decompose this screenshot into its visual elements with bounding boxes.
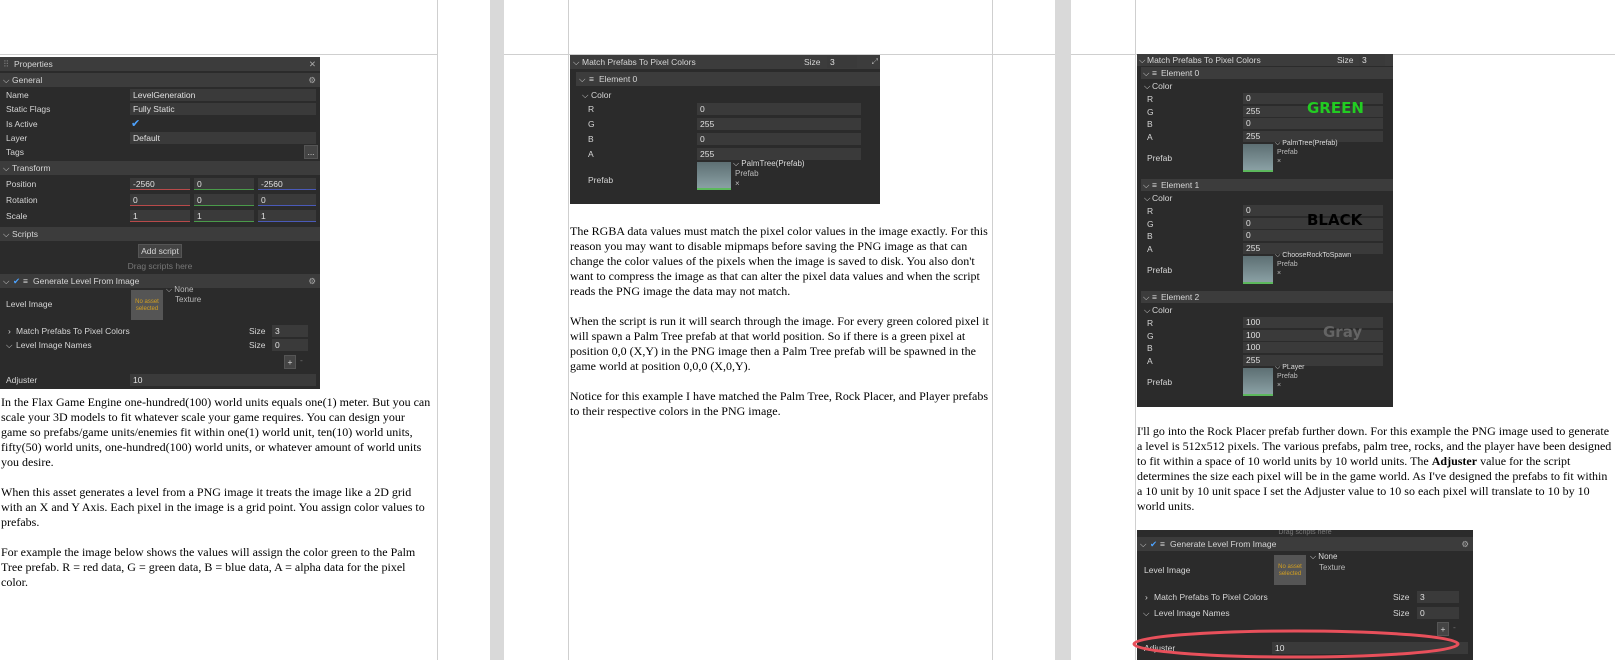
prefab-type: Prefab [1277,149,1298,156]
layer-row: Layer Default [0,131,320,145]
r-row: R 0 [1137,93,1393,105]
prefab-thumbnail [1243,144,1273,172]
match-prefabs-header: ⌵ Match Prefabs To Pixel Colors Size 3 ⤢ [570,55,880,69]
gear-icon: ⚙ [1461,539,1469,549]
menu-icon: ≡ [1152,292,1157,302]
margin-guide [568,0,569,660]
color-header: ⌵ Color [582,90,612,100]
no-asset-thumbnail: No asset selected [1274,555,1306,585]
asset-type-label: Texture [1319,563,1346,572]
prefab-type: Prefab [1277,261,1298,268]
menu-icon: ≡ [23,276,28,286]
b-row: B 0 [1137,230,1393,242]
panel-title: Properties [14,59,53,69]
paragraph: When this asset generates a level from a PNG image it treats the image like a 2D grid with an X and Y Axis. Each pixel in the image is a grid point. You assign color values to prefabs. [1,485,425,529]
chevron-down-icon: ⌵ [579,74,586,84]
expand-icon: ⤢ [871,57,878,66]
checkmark-icon: ✔ [13,276,21,286]
prefab-row: Prefab [1147,153,1173,163]
element-header: ⌵ ≡ Element 0 [576,72,880,86]
rotation-row: Rotation 0 0 0 [0,193,320,207]
r-row: R 0 [1137,205,1393,217]
page2-body [570,224,998,434]
asset-none-label: ⌵ None [166,285,194,294]
script-header: ⌵ ✔ ≡ Generate Level From Image ⚙ [0,274,320,288]
tags-button: ... [304,145,318,159]
clear-icon: × [735,179,740,188]
g-row: G 100 [1137,330,1393,342]
chevron-down-icon: ⌵ [1143,68,1150,78]
chevron-down-icon: ⌵ [1140,539,1147,549]
menu-icon: ≡ [1160,539,1165,549]
r-row: R 0 [570,102,880,116]
b-row: B 0 [570,132,880,146]
section-transform: ⌵ Transform [0,161,320,175]
scale-row: Scale 1 1 1 [0,209,320,223]
chevron-down-icon: ⌵ [3,276,10,286]
chevron-down-icon: ⌵ [1144,81,1151,91]
position-row: Position -2560 0 -2560 [0,177,320,191]
level-image-row: Level Image [6,299,53,309]
level-image-row: Level Image [1144,565,1191,575]
chevron-down-icon: ⌵ [573,57,580,67]
page3-body [1137,424,1613,529]
chevron-down-icon: ⌵ [3,163,10,173]
chevron-down-icon: ⌵ [1144,305,1151,315]
menu-icon: ≡ [1152,180,1157,190]
section-scripts: ⌵ Scripts [0,227,320,241]
margin-guide [437,0,438,660]
match-prefabs-row: › Match Prefabs To Pixel Colors Size 3 [0,324,320,338]
asset-none-label: ⌵ None [1310,552,1338,561]
static-flags-field: Fully Static [130,103,316,115]
prefab-name: ⌵ PLayer [1275,364,1305,371]
menu-icon: ≡ [589,74,594,84]
chevron-down-icon: ⌵ [3,229,10,239]
gear-icon: ⚙ [308,276,316,286]
panel-titlebar [0,57,320,71]
prefab-type: Prefab [735,169,759,178]
color-name-label: Gray [1323,323,1363,341]
chevron-down-icon: ⌵ [1143,180,1150,190]
match-prefabs-header: ⌵ Match Prefabs To Pixel Colors Size 3 [1137,54,1393,66]
document-page-3 [1071,0,1615,660]
prefab-thumbnail [1243,368,1273,396]
chevron-down-icon: ⌵ [3,75,10,85]
section-general: ⌵ General ⚙ [0,73,320,87]
prefab-row: Prefab [588,175,614,185]
properties-panel-screenshot [0,57,320,389]
add-element-button: + [1437,622,1449,636]
paragraph: For example the image below shows the values will assign the color green to the Palm Tree prefab. R = red data, G = green data, B = blue data, A = alpha data for the pixel color. [1,545,416,589]
match-prefabs-row: › Match Prefabs To Pixel Colors Size 3 [1137,590,1473,604]
prefab-name: ⌵ ChooseRockToSpawn [1275,252,1352,259]
remove-element-button: - [1453,622,1456,632]
is-active-row: Is Active ✔ [6,118,141,130]
tags-row: Tags ... [0,145,320,159]
name-field: LevelGeneration [130,89,316,101]
prefab-row: Prefab [1147,377,1173,387]
asset-type-label: Texture [175,295,202,304]
static-flags-row: Static Flags Fully Static [0,102,320,116]
checkmark-icon: ✔ [131,118,141,130]
b-row: B 100 [1137,342,1393,354]
page1-body [1,395,433,605]
prefab-thumbnail [1243,256,1273,284]
drag-scripts-hint: Drag scripts here [127,261,193,271]
drag-handle-icon: ⠿ [3,59,10,69]
r-row: R 100 [1137,317,1393,329]
g-row: G 0 [1137,218,1393,230]
paragraph: Notice for this example I have matched the Palm Tree, Rock Placer, and Player prefabs to their respective colors in the PNG image. [570,389,989,418]
color-header: ⌵ Color [1144,193,1173,203]
no-asset-thumbnail: No asset selected [131,290,163,320]
a-row: A 255 [570,147,880,161]
chevron-down-icon: ⌵ [1143,292,1150,302]
a-row: A 255 [1137,131,1393,143]
chevron-down-icon: ⌵ [1143,608,1150,618]
a-row: A 255 [1137,355,1393,367]
add-element-button: + [284,355,296,369]
element-header: ⌵ ≡ Element 2 [1141,291,1393,303]
match-prefabs-elements-screenshot [1137,54,1393,407]
chevron-right-icon: › [8,326,11,336]
color-header: ⌵ Color [1144,305,1173,315]
script-header: ⌵ ✔ ≡ Generate Level From Image ⚙ [1137,537,1473,551]
adjuster-row: Adjuster 10 [1137,641,1473,655]
level-image-names-row: ⌵ Level Image Names Size 0 [0,338,320,352]
a-row: A 255 [1137,243,1393,255]
element-header: ⌵ ≡ Element 1 [1141,179,1393,191]
clear-icon: × [1277,158,1282,165]
prefab-thumbnail [697,162,731,190]
color-header: ⌵ Color [1144,81,1173,91]
paragraph: In the Flax Game Engine one-hundred(100) world units equals one(1) meter. But you can scale your 3D models to fit whatever scale your game requires. You can design your game so prefabs/game units/enemies fit within one(1) world unit, ten(10) world units, fifty(50) world units, one-hundred(100) world units, or whatever amount of world units you desire. [1,395,431,469]
color-name-label: GREEN [1307,99,1364,117]
paragraph: The RGBA data values must match the pixel color values in the image exactly. For this reason you may want to disable mipmaps before saving the PNG image as that can change the color values of the pixels when the image is saved to disk. You also don't want to compress the image as that can alter the pixel data values and when the script reads the PNG image the data may not match. [570,224,988,298]
checkmark-icon: ✔ [1150,539,1158,549]
menu-icon: ≡ [1152,68,1157,78]
chevron-down-icon: ⌵ [6,340,13,350]
prefab-name: ⌵ PalmTree(Prefab) [733,159,805,168]
remove-element-button: - [300,355,303,365]
document-page-2 [504,0,1055,660]
margin-guide [1135,0,1136,660]
chevron-down-icon: ⌵ [582,90,589,100]
clear-icon: × [1277,270,1282,277]
element-header: ⌵ ≡ Element 0 [1141,67,1393,79]
highlight-ellipse [1131,618,1461,660]
add-script-button: Add script [138,244,182,258]
chevron-down-icon: ⌵ [1139,55,1146,65]
g-row: G 255 [1137,106,1393,118]
document-page-1 [0,0,490,660]
color-name-label: BLACK [1307,211,1363,229]
paragraph: I'll go into the Rock Placer prefab further down. For this example the PNG image used to generate a level is 512x512 pixels. The various prefabs, palm tree, rocks, and the player have been designed to fit within a space of 10 world units by 10 world units. The Adjuster value for the script determines the size each pixel will be in the game world. As I've designed the prefabs to fit within a 10 unit by 10 unit space I set the Adjuster value to 10 so each pixel will translate to 10 by 10 world units. [1137,424,1612,513]
layer-field: Default [130,132,316,144]
chevron-down-icon: ⌵ [1144,193,1151,203]
b-row: B 0 [1137,118,1393,130]
match-prefabs-screenshot [570,55,880,204]
chevron-right-icon: › [1145,592,1148,602]
name-row: Name LevelGeneration [0,88,320,102]
clear-icon: × [1277,382,1282,389]
level-image-names-row: ⌵ Level Image Names Size 0 [1137,606,1473,620]
prefab-type: Prefab [1277,373,1298,380]
g-row: G 255 [570,117,880,131]
gear-icon: ⚙ [308,75,316,85]
drag-scripts-hint: Drag scripts here [1278,530,1332,536]
prefab-row: Prefab [1147,265,1173,275]
prefab-name: ⌵ PalmTree(Prefab) [1275,140,1338,147]
margin-guide [0,54,437,55]
paragraph: When the script is run it will search through the image. For every green colored pixel it will spawn a Palm Tree prefab at that world position. So if there is a green pixel at position 0,0 (X,Y) in the PNG image then a Palm Tree prefab will be spawned in the game world at position 0,0,0 (X,0,Y). [570,314,989,373]
adjuster-row: Adjuster 10 [0,373,320,387]
close-icon: ✕ [308,59,316,69]
